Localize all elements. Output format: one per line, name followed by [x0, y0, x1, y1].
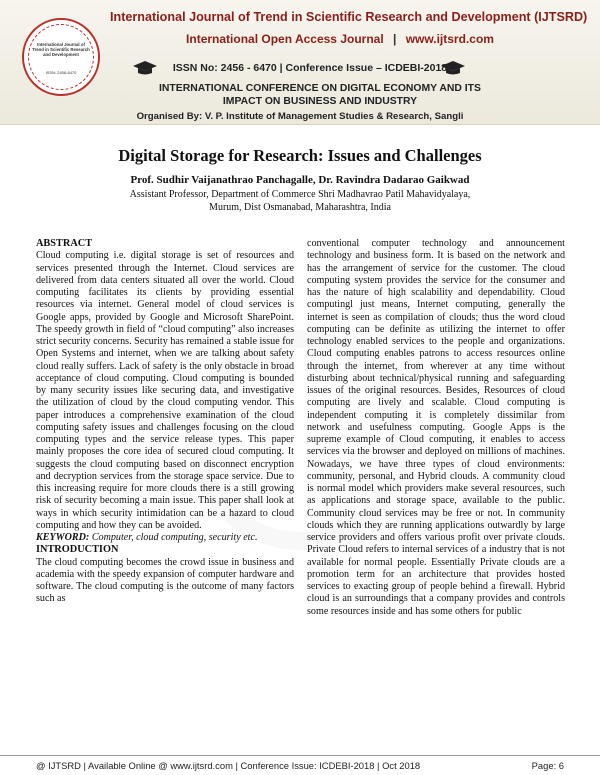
logo-text: International Journal of Trend in Scientific Research and Development: [32, 42, 90, 58]
right-column: [307, 238, 565, 618]
journal-title: International Journal of Trend in Scientific Research and Development (IJTSRD): [110, 10, 588, 24]
introduction-text: The cloud computing becomes the crowd issue in business and academia with the speedy expansion of computer hardware and software. The cloud computing is the outcome of many factors such as: [36, 556, 294, 605]
page-footer: [0, 755, 600, 775]
abstract-text: Cloud computing i.e. digital storage is set of resources and services presented through the Internet. Cloud services are delivered from data centers situated all over the world. Cloud computing facilitates its clients by providing essential resources via internet. General model of cloud services is Google apps, provided by Google and Microsoft SharePoint. The speedy growth in field of “cloud computing” also increases strict security concerns. Security has remained a stable issue for Open Systems and internet, when we are talking about safety cloud really suffers. Lack of safety is the only obstacle in broad acceptance of cloud computing. Cloud computing is bounded by many security issues like securing data, and investigative the utilization of cloud by the cloud computing vendor. This paper introduces a comprehensive examination of the cloud computing safety issues and challenges focusing on the cloud computing types and the service release types. This paper mainly proposes the core idea of secured cloud computing. It suggests the cloud computing based on disconnect encryption and decryption services from the storage space service. Due to this increasing require for more clouds there is a still growing risk of security becoming a main issue. This paper shall look at ways in which security intimidation can be a hazard to cloud computing and how they can be avoided.: [36, 250, 294, 531]
affiliation-line: Assistant Professor, Department of Commerce Shri Madhavrao Patil Mahavidyalaya,: [129, 189, 471, 200]
issn-line: ISSN No: 2456 - 6470 | Conference Issue – ICDEBI-2018: [172, 62, 448, 74]
page-number: Page: 6: [531, 760, 564, 771]
conference-title: INTERNATIONAL CONFERENCE ON DIGITAL ECONOMY AND ITS IMPACT ON BUSINESS AND INDUSTRY: [159, 83, 481, 107]
left-column: [36, 238, 294, 606]
keyword-label: KEYWORD:: [36, 532, 90, 543]
abstract-heading: ABSTRACT: [36, 238, 93, 249]
footer-citation: @ IJTSRD | Available Online @ www.ijtsrd.com | Conference Issue: ICDEBI-2018 | Oct 2018: [36, 760, 421, 771]
organised-by: Organised By: V. P. Institute of Management Studies & Research, Sangli: [136, 111, 464, 122]
paper-affiliation: [90, 189, 510, 214]
affiliation-line: Murum, Dist Osmanabad, Maharashtra, India: [209, 201, 391, 213]
journal-header: [0, 0, 600, 125]
journal-subtitle: [110, 32, 570, 46]
journal-subtitle-left: International Open Access Journal: [186, 32, 384, 46]
keyword-text: Computer, cloud computing, security etc.: [91, 532, 258, 543]
introduction-heading: INTRODUCTION: [36, 544, 119, 556]
journal-logo: [22, 18, 100, 96]
paper-authors: Prof. Sudhir Vaijanathrao Panchagalle, Dr. Ravindra Dadarao Gaikwad: [130, 174, 470, 186]
keywords: [36, 532, 294, 544]
journal-subtitle-separator: |: [393, 32, 397, 46]
logo-issn: ISSN: 2456-6470: [45, 70, 77, 75]
journal-url[interactable]: www.ijtsrd.com: [405, 32, 494, 46]
right-column-text: conventional computer technology and announcement technology and business form. It is based on the network and has the arrangement of service for the customer. The cloud computing system provides the service for the consumer and has the nature of high scalability and dependability. Cloud computingl just means, Internet computing, generally the internet is seen as compilation of clouds; thus the word cloud computing can be definite as utilizing the internet to offer technology enabled services to the people and organizations. Cloud computing enables patrons to access resources online through the internet, from wherever at any time without disturbing about technical/physical running and safeguarding issues of the original resources. Besides, Resources of cloud computing are lively and scalable. Cloud computing is independent computing it is completely dissimilar from network and usefulness computing. Google Apps is the supreme example of Cloud computing, it enables to access services via the browser and deployed on millions of machines. Nowadays, we have three types of cloud environments: community, personal, and Hybrid clouds. A community cloud is normal model which providers make several resources, such as applications and storage space, available to the public. Community cloud services may be free or not. In community clouds which they are running applications outwardly by large service providers and offers various profit over private clouds. Private Cloud refers to internal services of a industry that is not available for normal people. Essentially Private clouds are a promotion term for an architecture that provides hosted services to exacting group of people behind a firewall. Hybrid cloud is an surroundings that a company provides and controls some resources inside and has some others for public: [307, 238, 565, 617]
paper-title: Digital Storage for Research: Issues and Challenges: [118, 146, 482, 165]
